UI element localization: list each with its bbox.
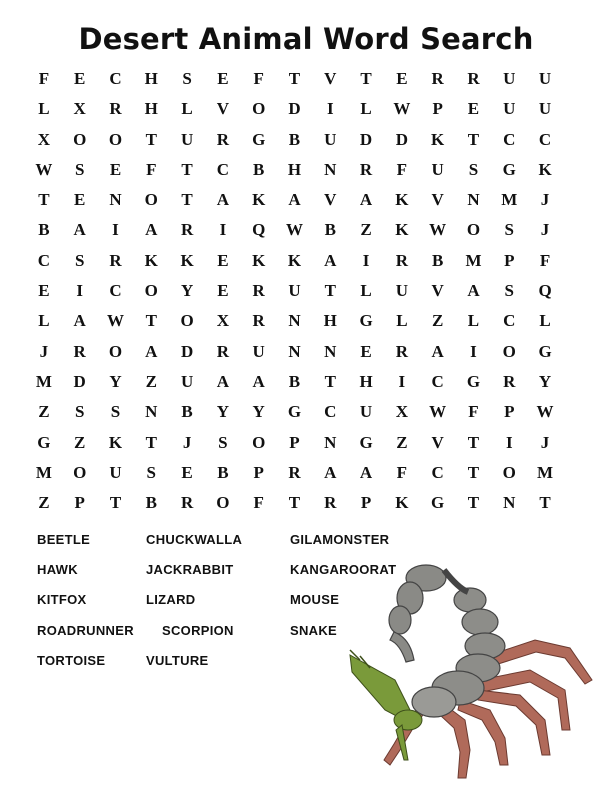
grid-letter: B <box>253 159 265 179</box>
grid-letter: O <box>466 220 481 240</box>
grid-letter: I <box>362 250 370 270</box>
grid-letter: M <box>35 462 52 482</box>
grid-letter: K <box>287 250 302 270</box>
grid-letter: L <box>360 99 372 119</box>
grid-letter: F <box>539 250 551 270</box>
grid-letter: Y <box>252 402 265 422</box>
grid-letter: K <box>180 250 194 270</box>
word-gilamonster: GILAMONSTER <box>290 532 390 547</box>
grid-letter: X <box>395 402 408 422</box>
grid-letter: G <box>538 341 552 361</box>
grid-letter: I <box>470 341 477 361</box>
grid-letter: T <box>467 129 480 149</box>
grid-letter: F <box>253 493 264 513</box>
grid-letter: B <box>181 402 193 422</box>
grid-letter: Z <box>396 432 408 452</box>
grid-letter: U <box>538 99 552 119</box>
grid-letter: E <box>217 69 229 88</box>
grid-letter: K <box>144 250 158 270</box>
grid-letter: P <box>432 99 443 119</box>
word-mouse: MOUSE <box>290 592 340 607</box>
grid-letter: T <box>288 493 301 513</box>
grid-letter: K <box>538 159 552 179</box>
grid-letter: E <box>74 190 86 210</box>
grid-letter: R <box>216 129 230 149</box>
grid-letter: T <box>109 493 122 513</box>
grid-letter: C <box>503 129 516 149</box>
grid-letter: R <box>324 493 337 513</box>
grid-letter: W <box>393 99 411 119</box>
word-beetle: BEETLE <box>37 532 91 547</box>
grid-letter: U <box>503 99 516 119</box>
scorpion-illustration <box>330 560 600 790</box>
grid-letter: T <box>181 190 193 210</box>
word-vulture: VULTURE <box>146 653 209 668</box>
grid-letter: L <box>396 311 408 331</box>
grid-letter: R <box>467 69 480 88</box>
grid-letter: F <box>253 69 264 88</box>
scorpion-tail-icon <box>389 565 446 662</box>
grid-letter: A <box>359 462 373 482</box>
grid-letter: R <box>109 250 122 270</box>
grid-letter: Z <box>431 311 444 331</box>
grid-letter: A <box>252 371 265 391</box>
grid-letter: T <box>467 462 480 482</box>
grid-letter: L <box>360 281 372 301</box>
grid-letter: U <box>288 281 301 301</box>
grid-letter: K <box>395 493 409 513</box>
word-roadrunner: ROADRUNNER <box>37 623 134 638</box>
grid-letter: E <box>467 99 480 119</box>
grid-letter: S <box>468 159 479 179</box>
grid-letter: V <box>431 432 444 452</box>
grid-letter: V <box>324 190 337 210</box>
grid-letter: R <box>288 462 301 482</box>
grid-letter: T <box>467 493 480 513</box>
grid-letter: C <box>216 159 230 179</box>
grid-letter: O <box>144 190 158 210</box>
grid-letter: Z <box>38 493 50 513</box>
grid-letter: J <box>540 190 550 210</box>
grid-letter: O <box>502 462 516 482</box>
grid-letter: X <box>73 99 86 119</box>
grid-letter: T <box>324 281 336 301</box>
grid-letter: Q <box>538 281 552 301</box>
page-title: Desert Animal Word Search <box>78 22 534 56</box>
grid-letter: O <box>73 462 87 482</box>
grid-letter: O <box>252 432 266 452</box>
grid-letter: K <box>252 250 266 270</box>
grid-letter: W <box>429 402 447 422</box>
grid-letter: R <box>431 69 444 88</box>
grid-letter: O <box>144 281 158 301</box>
grid-letter: N <box>109 190 122 210</box>
grid-letter: A <box>216 190 230 210</box>
grid-letter: U <box>538 69 552 88</box>
word-tortoise: TORTOISE <box>37 653 106 668</box>
grid-letter: Z <box>38 402 50 422</box>
grid-letter: J <box>540 432 550 452</box>
grid-letter: N <box>145 402 158 422</box>
grid-letter: O <box>502 341 516 361</box>
grid-letter: I <box>219 220 227 240</box>
grid-letter: P <box>289 432 300 452</box>
grid-letter: U <box>180 129 194 149</box>
grid-letter: R <box>503 371 516 391</box>
grid-letter: F <box>38 69 50 88</box>
grid-letter: G <box>252 129 266 149</box>
grid-letter: H <box>323 311 337 331</box>
grid-letter: E <box>217 250 229 270</box>
grid-letter: D <box>73 371 86 391</box>
grid-letter: O <box>252 99 266 119</box>
grid-letter: D <box>395 129 408 149</box>
grid-letter: K <box>395 220 409 240</box>
word-scorpion: SCORPION <box>162 623 234 638</box>
grid-letter: N <box>324 432 337 452</box>
grid-letter: H <box>359 371 373 391</box>
grid-letter: M <box>537 462 554 482</box>
grid-letter: E <box>38 281 50 301</box>
grid-letter: G <box>466 371 481 391</box>
word-lizard: LIZARD <box>146 592 196 607</box>
grid-letter: S <box>74 159 85 179</box>
word-snake: SNAKE <box>290 623 338 638</box>
grid-letter: M <box>501 190 518 210</box>
grid-letter: S <box>504 281 514 301</box>
grid-letter: O <box>180 311 194 331</box>
grid-letter: W <box>536 402 554 422</box>
grid-letter: U <box>252 341 265 361</box>
grid-letter: Z <box>360 220 372 240</box>
grid-letter: P <box>504 250 515 270</box>
grid-letter: O <box>108 129 123 149</box>
grid-letter: W <box>285 220 303 240</box>
word-hawk: HAWK <box>37 562 78 577</box>
grid-letter: S <box>218 432 228 452</box>
grid-letter: Z <box>74 432 86 452</box>
grid-letter: U <box>109 462 122 482</box>
grid-letter: L <box>467 311 480 331</box>
grid-letter: T <box>288 69 301 88</box>
grid-letter: G <box>359 311 373 331</box>
grid-letter: B <box>145 493 157 513</box>
grid-letter: E <box>396 69 408 88</box>
grid-letter: G <box>287 402 302 422</box>
stinger-icon <box>444 570 468 592</box>
grid-letter: E <box>360 341 372 361</box>
grid-letter: V <box>216 99 230 119</box>
grid-letter: U <box>359 402 373 422</box>
grid-letter: J <box>39 341 49 361</box>
grid-letter: B <box>324 220 336 240</box>
grid-letter: G <box>37 432 51 452</box>
grid-letter: R <box>359 159 373 179</box>
grid-letter: O <box>108 341 123 361</box>
grid-letter: Y <box>180 281 194 301</box>
grid-letter: A <box>324 250 337 270</box>
grid-letter: V <box>431 281 444 301</box>
grid-letter: O <box>216 493 230 513</box>
grid-letter: K <box>108 432 123 452</box>
grid-letter: Y <box>538 371 552 391</box>
grid-letter: U <box>180 371 194 391</box>
grid-letter: S <box>110 402 121 422</box>
grid-letter: U <box>431 159 444 179</box>
grid-letter: K <box>395 190 409 210</box>
grid-letter: I <box>76 281 83 301</box>
grid-letter: R <box>252 281 265 301</box>
grid-letter: E <box>217 281 229 301</box>
grid-letter: R <box>109 99 122 119</box>
grid-letter: Y <box>216 402 230 422</box>
grid-letter: P <box>504 402 515 422</box>
word-chuckwalla: CHUCKWALLA <box>146 532 243 547</box>
grid-letter: C <box>109 69 122 88</box>
grid-letter: C <box>324 402 337 422</box>
grid-letter: W <box>429 220 447 240</box>
grid-letter: W <box>106 311 124 331</box>
grid-letter: C <box>109 281 122 301</box>
grid-letter: E <box>74 69 86 88</box>
grid-letter: Q <box>252 220 266 240</box>
grid-letter: H <box>144 99 158 119</box>
grid-letter: U <box>503 69 516 88</box>
grid-letter: T <box>181 159 193 179</box>
grid-letter: L <box>181 99 193 119</box>
grid-letter: F <box>468 402 479 422</box>
grid-letter: S <box>74 250 85 270</box>
grid-letter: A <box>359 190 373 210</box>
grid-letter: H <box>144 69 158 88</box>
grid-letter: R <box>73 341 86 361</box>
grid-letter: N <box>503 493 516 513</box>
grid-letter: I <box>326 99 334 119</box>
grid-letter: Z <box>145 371 157 391</box>
grid-letter: T <box>38 190 50 210</box>
grid-letter: H <box>287 159 302 179</box>
grid-letter: C <box>431 371 444 391</box>
grid-letter: G <box>431 493 445 513</box>
grid-letter: S <box>182 69 192 88</box>
grid-letter: S <box>504 220 514 240</box>
grid-letter: P <box>253 462 264 482</box>
grid-letter: I <box>505 432 513 452</box>
grid-letter: T <box>145 311 157 331</box>
grid-letter: A <box>288 190 301 210</box>
grid-letter: D <box>288 99 301 119</box>
grid-letter: C <box>431 462 444 482</box>
grid-letter: F <box>396 462 408 482</box>
grid-letter: A <box>73 220 86 240</box>
grid-letter: Y <box>109 371 122 391</box>
grid-letter: C <box>37 250 51 270</box>
grid-letter: I <box>398 371 406 391</box>
grid-letter: L <box>38 99 50 119</box>
grid-letter: F <box>396 159 408 179</box>
grid-letter: A <box>467 281 480 301</box>
grid-letter: N <box>324 341 337 361</box>
grid-letter: E <box>109 159 122 179</box>
grid-letter: P <box>74 493 85 513</box>
grid-letter: B <box>431 250 444 270</box>
grid-letter: T <box>145 432 157 452</box>
grid-letter: R <box>395 341 408 361</box>
grid-letter: A <box>431 341 444 361</box>
grid-letter: R <box>180 493 194 513</box>
grid-letter: W <box>35 159 53 179</box>
grid-letter: U <box>324 129 337 149</box>
grid-letter: A <box>145 220 158 240</box>
grid-letter: S <box>74 402 85 422</box>
grid-letter: M <box>465 250 482 270</box>
grid-letter: G <box>359 432 373 452</box>
grid-letter: D <box>359 129 373 149</box>
grid-letter: N <box>324 159 337 179</box>
grid-letter: D <box>180 341 194 361</box>
grid-letter: N <box>467 190 480 210</box>
grid-letter: N <box>288 311 301 331</box>
grid-letter: R <box>180 220 194 240</box>
grid-letter: T <box>467 432 480 452</box>
grid-letter: K <box>252 190 266 210</box>
grid-letter: C <box>503 311 516 331</box>
grid-letter: U <box>395 281 408 301</box>
grid-letter: A <box>216 371 230 391</box>
grid-letter: T <box>360 69 372 88</box>
grid-letter: O <box>73 129 87 149</box>
grid-letter: S <box>146 462 157 482</box>
grid-letter: X <box>37 129 51 149</box>
grid-letter: J <box>182 432 192 452</box>
grid-letter: I <box>112 220 119 240</box>
grid-letter: N <box>288 341 301 361</box>
grid-letter: R <box>216 341 230 361</box>
word-jackrabbit: JACKRABBIT <box>146 562 234 577</box>
grid-letter: P <box>360 493 372 513</box>
grid-letter: G <box>502 159 516 179</box>
grid-letter: R <box>395 250 408 270</box>
grid-letter: L <box>539 311 551 331</box>
grid-letter: T <box>539 493 551 513</box>
grid-letter: E <box>181 462 193 482</box>
grid-letter: R <box>252 311 265 331</box>
grid-letter: B <box>217 462 229 482</box>
grid-letter: B <box>38 220 50 240</box>
grid-letter: L <box>38 311 50 331</box>
grid-letter: A <box>145 341 158 361</box>
grid-letter: T <box>145 129 157 149</box>
grid-letter: M <box>35 371 52 391</box>
grid-letter: T <box>324 371 336 391</box>
grid-letter: A <box>324 462 337 482</box>
grid-letter: V <box>324 69 337 88</box>
word-kangaroorat: KANGAROORAT <box>290 562 397 577</box>
grid-letter: V <box>431 190 444 210</box>
grid-letter: K <box>431 129 445 149</box>
grid-letter: B <box>288 371 301 391</box>
grasshopper-icon <box>350 650 422 760</box>
grid-letter: C <box>538 129 552 149</box>
grid-letter: A <box>73 311 86 331</box>
grid-letter: J <box>540 220 550 240</box>
grid-letter: F <box>146 159 157 179</box>
grid-letter: X <box>216 311 230 331</box>
word-kitfox: KITFOX <box>37 592 87 607</box>
grid-letter: B <box>288 129 301 149</box>
